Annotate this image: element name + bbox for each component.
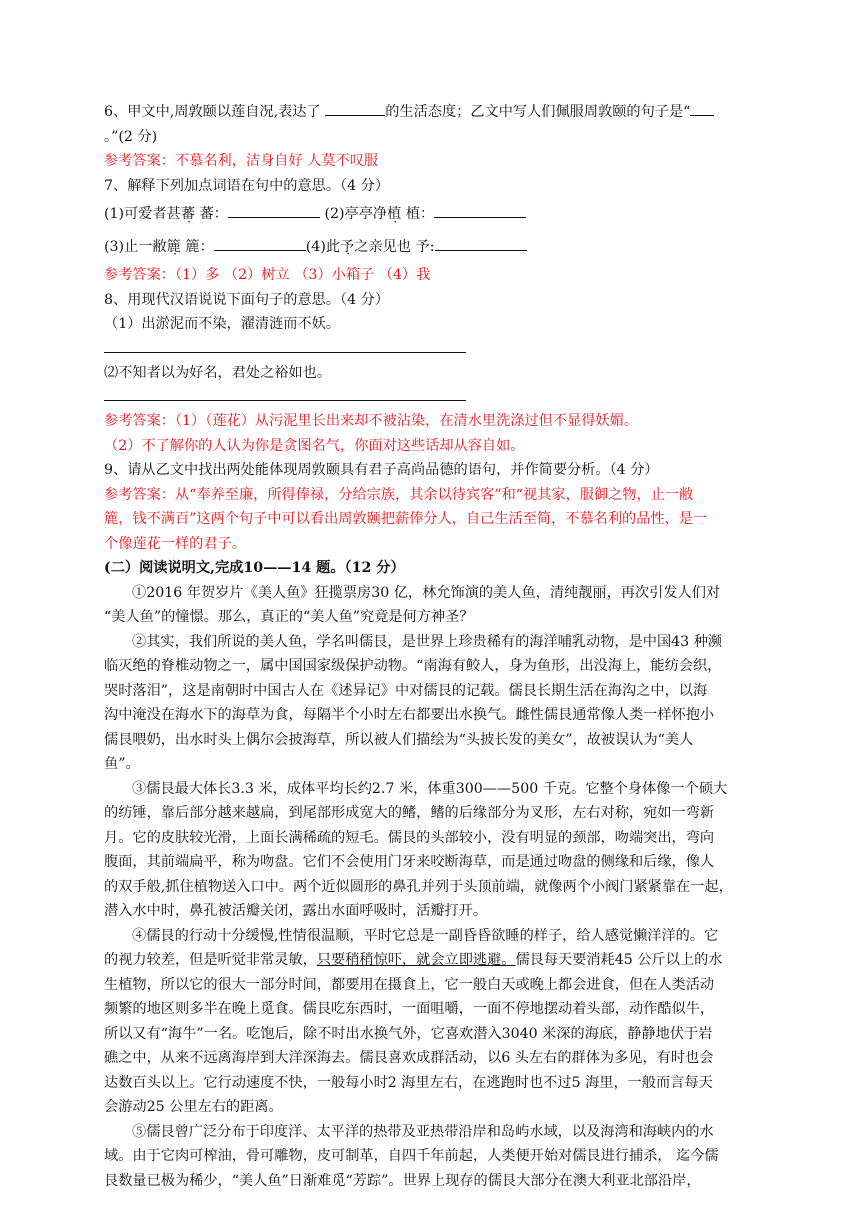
section-2-title: (二）阅读说明文,完成10——14 题。（12 分） bbox=[104, 560, 405, 576]
q7-blank-4[interactable] bbox=[435, 235, 527, 251]
q9-answer-1: 参考答案：从“奉养至廉，所得俸禄，分给宗族，其余以待宾客”和“视其家，服御之物，止一敝 bbox=[104, 486, 694, 503]
q7-blank-1[interactable] bbox=[228, 202, 320, 218]
q7-items-row-1: (1)可爱者甚蕃 蕃： (2)亭亭净植 植： bbox=[104, 202, 764, 227]
q6-question-cont: 。”(2 分) bbox=[104, 128, 158, 145]
q9-answer-2: 簏，钱不满百”这两个句子中可以看出周敦颐把薪俸分人，自己生活至简，不慕名利的品性，是一 bbox=[104, 511, 708, 527]
paragraph-1: ①2016 年贺岁片《美人鱼》狂揽票房30 亿，林允饰演的美人鱼，清纯靓丽，再次引发人们对 “美人鱼”的憧憬。那么，真正的“美人鱼”究竟是何方神圣？ bbox=[104, 584, 721, 625]
q6-answer: 参考答案：不慕名利，洁身自好 人莫不叹服 bbox=[104, 153, 379, 169]
q6-blank-1[interactable] bbox=[325, 100, 385, 116]
paragraph-3: ③儒艮最大体长3.3 米，成体平均长约2.7 米，体重300——500 千克。它整个身体像一个硕大 的纺锤，靠后部分越来越扁，到尾部形成宽大的鳍，鳍的后缘部分为叉形，左右对称，宛如一弯新 月。它的皮肤较光滑，上面长满稀疏的短毛。儒艮的头部较小，没有明显的颈部，吻端突出，弯向 腹面，其前端扁平，称为吻盘。它们不会使用门牙来咬断海草，而是通过吻盘的侧缘和后缘，像人 的双手般,抓住植物送入口中。两个近似圆形的鼻孔并列于头顶前端，就像两个小阀门紧紧靠在一起， 潜入水中时，鼻孔被活瓣关闭，露出水面呼吸时，活瓣打开。 bbox=[104, 780, 733, 919]
q7-answer: 参考答案：（1）多 （2）树立 （3）小箱子 （4）我 bbox=[104, 267, 431, 283]
q8-sentence-1: （1）出淤泥而不染，濯清涟而不妖。 bbox=[104, 316, 341, 332]
q6-question: 6、甲文中,周敦颐以莲自况,表达了 的生活态度；乙文中写人们佩服周敦颐的句子是“ bbox=[104, 100, 764, 125]
paragraph-5: ⑤儒艮曾广泛分布于印度洋、太平洋的热带及亚热带沿岸和岛屿水域，以及海湾和海峡内的水 域。由于它肉可榨油，骨可雕物，皮可制革，自四千年前起，人类便开始对儒艮进行捕杀， 迄今儒 艮数量已极为稀少，“美人鱼”日渐难觅“芳踪”。世界上现存的儒艮大部分在澳大利亚北部沿岸， bbox=[104, 1123, 719, 1189]
q8-answer-1: 参考答案：（1）（莲花）从污泥里长出来却不被沾染，在清水里洗涤过但不显得妖媚。 bbox=[104, 413, 638, 429]
q7-blank-2[interactable] bbox=[434, 202, 526, 218]
q8-title: 8、用现代汉语说说下面句子的意思。（4 分） bbox=[104, 291, 390, 308]
q6-blank-2[interactable] bbox=[690, 100, 714, 116]
q7-blank-3[interactable] bbox=[214, 235, 306, 251]
q7-items-row-2: (3)止一敝簏 簏： (4)此予之亲见也 予: bbox=[104, 235, 764, 260]
q9-title: 9、请从乙文中找出两处能体现周敦颐具有君子高尚品德的语句，并作简要分析。（4 分） bbox=[104, 462, 659, 478]
q9-answer-3: 个像莲花一样的君子。 bbox=[104, 535, 246, 552]
q8-answer-line-2[interactable] bbox=[104, 399, 466, 401]
q8-sentence-2: ⑵不知者以为好名，君处之裕如也。 bbox=[104, 364, 332, 381]
q7-title: 7、解释下列加点词语在句中的意思。（4 分） bbox=[104, 177, 390, 194]
q8-answer-line-1[interactable] bbox=[104, 351, 466, 353]
paragraph-2: ②其实，我们所说的美人鱼，学名叫儒艮，是世界上珍贵稀有的海洋哺乳动物，是中国43 种濒 临灭绝的脊椎动物之一，属中国国家级保护动物。“南海有鲛人，身为鱼形，出没海上，能纺会织， 哭时落泪”，这是南朝时中国古人在《述异记》中对儒艮的记载。儒艮长期生活在海沟之中，以海 沟中淹没在海水下的海草为食，每隔半个小时左右都要出水换气。雌性儒艮通常像人类一样怀抱小 儒艮喂奶，出水时头上偶尔会披海草，所以被人们描绘为“头披长发的美女”，故被误认为“美人 鱼”。 bbox=[104, 633, 723, 772]
underlined-sentence: 只要稍稍惊吓，就会立即逃避。 bbox=[316, 952, 516, 968]
paragraph-4: ④儒艮的行动十分缓慢,性情很温顺，平时它总是一副昏昏欲睡的样子，给人感觉懒洋洋的。它 的视力较差，但是听觉非常灵敏，只要稍稍惊吓，就会立即逃避。儒艮每天要消耗45 公斤以上的水 生植物，所以它的很大一部分时间，都要用在摄食上，它一般白天或晚上都会进食，但在人类活动 频繁的地区则多半在晚上觅食。儒艮吃东西时，一面咀嚼，一面不停地摆动着头部，动作酷似牛， 所以又有“海牛”一名。吃饱后，除不时出水换气外，它喜欢潜入3040 米深的海底，静静地伏于岩 礁之中，从来不远离海岸到大洋深海去。儒艮喜欢成群活动，以6 头左右的群体为多见，有时也会 达数百头以上。它行动速度不快，一般每小时2 海里左右，在逃跑时也不过5 海里，一般而言每天 会游动25 公里左右的距离。 bbox=[104, 927, 723, 1115]
worksheet-page bbox=[104, 100, 764, 1193]
q8-answer-2: （2）不了解你的人认为你是贪图名气，你面对这些话却从容自如。 bbox=[104, 437, 525, 454]
